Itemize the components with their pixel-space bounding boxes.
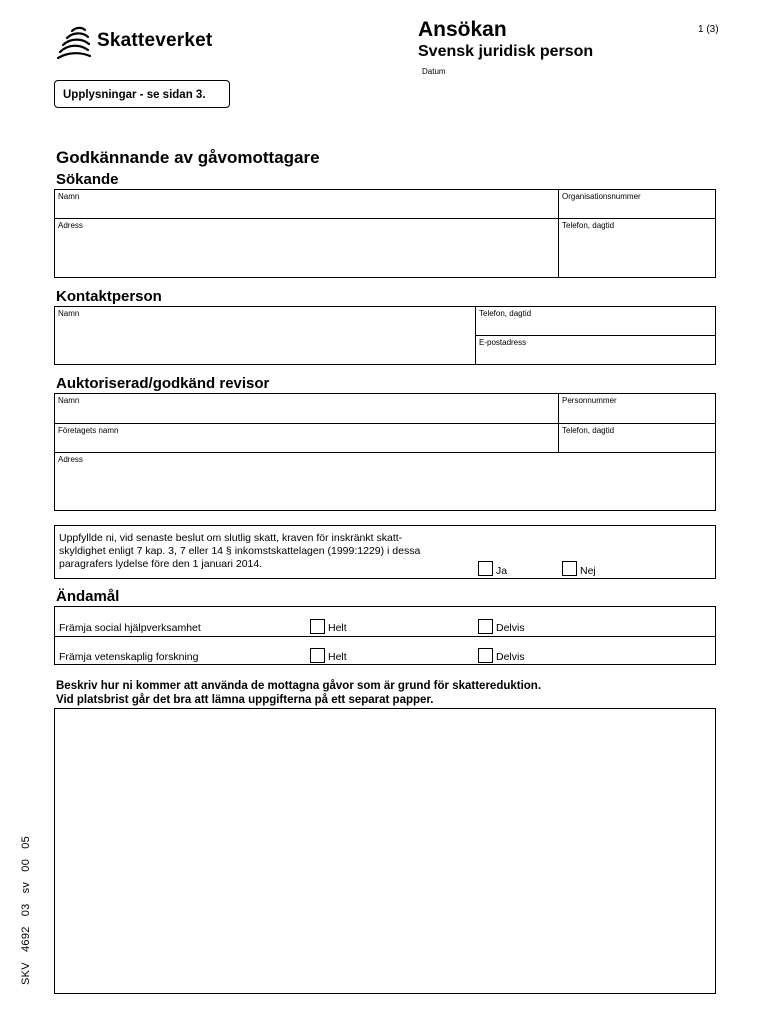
social-delvis-label: Delvis xyxy=(496,622,525,634)
kontakt-epost-field[interactable] xyxy=(476,336,715,364)
social-delvis-checkbox[interactable] xyxy=(478,619,493,634)
sokande-telefon-label: Telefon, dagtid xyxy=(562,221,615,230)
kontakt-telefon-field[interactable] xyxy=(476,307,715,335)
revisor-personnummer-label: Personnummer xyxy=(562,396,617,405)
page-number: 1 (3) xyxy=(698,24,719,35)
andamal-row-forskning xyxy=(55,637,715,664)
skatt-question-line2: skyldighet enligt 7 kap. 3, 7 eller 14 § inkomstskattelagen (1999:1229) i dessa xyxy=(59,545,421,557)
ja-checkbox[interactable] xyxy=(478,561,493,576)
form-title: Ansökan xyxy=(418,18,507,41)
revisor-telefon-field[interactable] xyxy=(559,424,715,452)
kontakt-heading: Kontaktperson xyxy=(56,288,162,305)
revisor-box xyxy=(54,393,716,511)
social-helt-checkbox[interactable] xyxy=(310,619,325,634)
kontakt-telefon-label: Telefon, dagtid xyxy=(479,309,532,318)
datum-label: Datum xyxy=(422,67,446,76)
social-helt-label: Helt xyxy=(328,622,347,634)
info-box: Upplysningar - se sidan 3. xyxy=(54,80,230,108)
revisor-namn-label: Namn xyxy=(58,396,80,405)
beskriv-line1: Beskriv hur ni kommer att använda de mottagna gåvor som är grund för skattereduktion. xyxy=(56,680,542,692)
sokande-adress-field[interactable] xyxy=(55,219,558,277)
revisor-personnummer-field[interactable] xyxy=(559,394,715,423)
sokande-adress-label: Adress xyxy=(58,221,83,230)
revisor-namn-field[interactable] xyxy=(55,394,558,423)
revisor-telefon-label: Telefon, dagtid xyxy=(562,426,615,435)
forskning-delvis-checkbox[interactable] xyxy=(478,648,493,663)
forskning-delvis-label: Delvis xyxy=(496,651,525,663)
revisor-adress-label: Adress xyxy=(58,455,83,464)
andamal-row-social xyxy=(55,607,715,636)
sokande-box xyxy=(54,189,716,278)
forskning-helt-checkbox[interactable] xyxy=(310,648,325,663)
form-subtitle: Svensk juridisk person xyxy=(418,43,594,60)
sokande-telefon-field[interactable] xyxy=(559,219,715,277)
ja-label: Ja xyxy=(496,565,508,577)
beskriv-line2: Vid platsbrist går det bra att lämna uppgifterna på ett separat papper. xyxy=(56,694,434,706)
form-code: SKV 4692 03 sv 00 05 xyxy=(20,835,32,985)
andamal-forskning-label: Främja vetenskaplig forskning xyxy=(59,651,199,663)
beskriv-textarea[interactable] xyxy=(54,708,716,994)
sokande-orgnr-field[interactable] xyxy=(559,190,715,218)
nej-label: Nej xyxy=(580,565,596,577)
sokande-heading: Sökande xyxy=(56,171,119,188)
andamal-box xyxy=(54,606,716,665)
revisor-adress-field[interactable] xyxy=(55,453,715,510)
nej-checkbox[interactable] xyxy=(562,561,577,576)
main-heading: Godkännande av gåvomottagare xyxy=(56,148,320,167)
andamal-social-label: Främja social hjälpverksamhet xyxy=(59,622,201,634)
kontakt-box xyxy=(54,306,716,365)
revisor-foretag-label: Företagets namn xyxy=(58,426,119,435)
skatt-question-line1: Uppfyllde ni, vid senaste beslut om slutlig skatt, kraven för inskränkt skatt- xyxy=(59,532,403,544)
sokande-namn-field[interactable] xyxy=(55,190,558,218)
andamal-heading: Ändamål xyxy=(56,588,120,605)
revisor-heading: Auktoriserad/godkänd revisor xyxy=(56,375,270,392)
kontakt-epost-label: E-postadress xyxy=(479,338,527,347)
logo-text: Skatteverket xyxy=(97,30,213,51)
revisor-foretag-field[interactable] xyxy=(55,424,558,452)
skatt-question-line3: paragrafers lydelse före den 1 januari 2014. xyxy=(59,558,263,570)
forskning-helt-label: Helt xyxy=(328,651,347,663)
sokande-namn-label: Namn xyxy=(58,192,80,201)
kontakt-namn-field[interactable] xyxy=(55,307,475,364)
kontakt-namn-label: Namn xyxy=(58,309,80,318)
sokande-orgnr-label: Organisationsnummer xyxy=(562,192,641,201)
skatt-question-box xyxy=(54,525,716,579)
